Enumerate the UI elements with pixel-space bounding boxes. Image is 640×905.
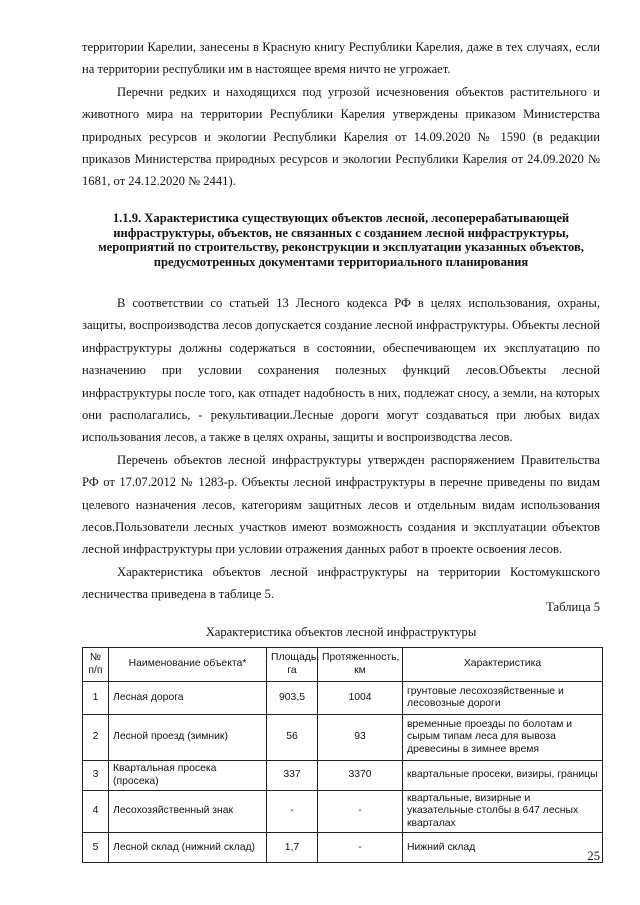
cell-num: 5 [83,833,109,863]
cell-num: 3 [83,761,109,791]
header-num: № п/п [83,648,109,682]
header-area: Площадь, га [267,648,318,682]
header-description: Характеристика [403,648,603,682]
cell-area: 903,5 [267,682,318,715]
cell-length: 93 [318,715,403,761]
table-label: Таблица 5 [546,600,600,614]
cell-description: квартальные просеки, визиры, границы [403,761,603,791]
table-row [83,791,603,833]
cell-length: 3370 [318,761,403,791]
cell-num: 1 [83,682,109,715]
cell-area: 337 [267,761,318,791]
table-row [83,682,603,715]
cell-name: Лесная дорога [109,682,267,715]
cell-num: 4 [83,791,109,833]
paragraph: Перечень объектов лесной инфраструктуры утвержден распоряжением Правительства РФ от 17.07.2012 № 1283-р. Объекты лесной инфраструктуры в перечне приведены по видам целевого назначения лесов, категориям защитных лесов и отдельным видам использования лесов.Пользователи лесных участков имеют возможность создания и эксплуатации объектов лесной инфраструктуры при условии отражения данных работ в проекте освоения лесов. [82,452,600,557]
cell-area: 56 [267,715,318,761]
paragraph: территории Карелии, занесены в Красную книгу Республики Карелия, даже в тех случаях, если на территории республики им в настоящее время ничто не угрожает. [82,40,600,77]
cell-area: 1,7 [267,833,318,863]
cell-description: Нижний склад [403,833,603,863]
cell-name: Квартальная просека (просека) [109,761,267,791]
section-heading: 1.1.9. Характеристика существующих объектов лесной, лесоперерабатывающей инфраструктуры, объектов, не связанных с созданием лесной инфраструктуры, мероприятий по строительству, реконструкции и эксплуатации указанных объектов, предусмотренных документами территориального планирования [98,211,584,269]
cell-name: Лесохозяйственный знак [109,791,267,833]
intro-text [82,36,600,193]
cell-description: квартальные, визирные и указательные столбы в 647 лесных кварталах [403,791,603,833]
table-header-row [83,648,603,682]
section-body [82,292,600,606]
table-row [83,833,603,863]
table-title: Характеристика объектов лесной инфраструктуры [205,625,477,639]
cell-length: - [318,833,403,863]
cell-area: - [267,791,318,833]
cell-length: 1004 [318,682,403,715]
infrastructure-table [82,647,603,863]
cell-num: 2 [83,715,109,761]
paragraph: В соответствии со статьей 13 Лесного кодекса РФ в целях использования, охраны, защиты, воспроизводства лесов допускается создание лесной инфраструктуры. Объекты лесной инфраструктуры должны содержаться в состоянии, обеспечивающем их эксплуатацию по назначению при условии сохранения полезных функций лесов.Объекты лесной инфраструктуры после того, как отпадет надобность в них, подлежат сносу, а земли, на которых они располагались, - рекультивации.Лесные дороги могут создаваться при любых видах использования лесов, а также в целях охраны, защиты и воспроизводства лесов. [82,296,600,445]
cell-name: Лесной склад (нижний склад) [109,833,267,863]
page-number: 25 [587,849,600,863]
paragraph: Характеристика объектов лесной инфраструктуры на территории Костомукшского лесничества приведена в таблице 5. [82,564,600,602]
table-row [83,715,603,761]
paragraph: Перечни редких и находящихся под угрозой исчезновения объектов растительного и животного мира на территории Республики Карелия утверждены приказом Министерства природных ресурсов и экологии Республики Карелия от 14.09.2020 № 1590 (в редакции приказов Министерства природных ресурсов и экологии Республики Карелия от 24.09.2020 № 1681, от 24.12.2020 № 2441). [82,84,600,189]
cell-name: Лесной проезд (зимник) [109,715,267,761]
header-name: Наименование объекта* [109,648,267,682]
cell-description: грунтовые лесохозяйственные и лесовозные дороги [403,682,603,715]
header-length: Протяженность, км [318,648,403,682]
cell-description: временные проезды по болотам и сырым типам леса для вывоза древесины в зимнее время [403,715,603,761]
table-row [83,761,603,791]
cell-length: - [318,791,403,833]
